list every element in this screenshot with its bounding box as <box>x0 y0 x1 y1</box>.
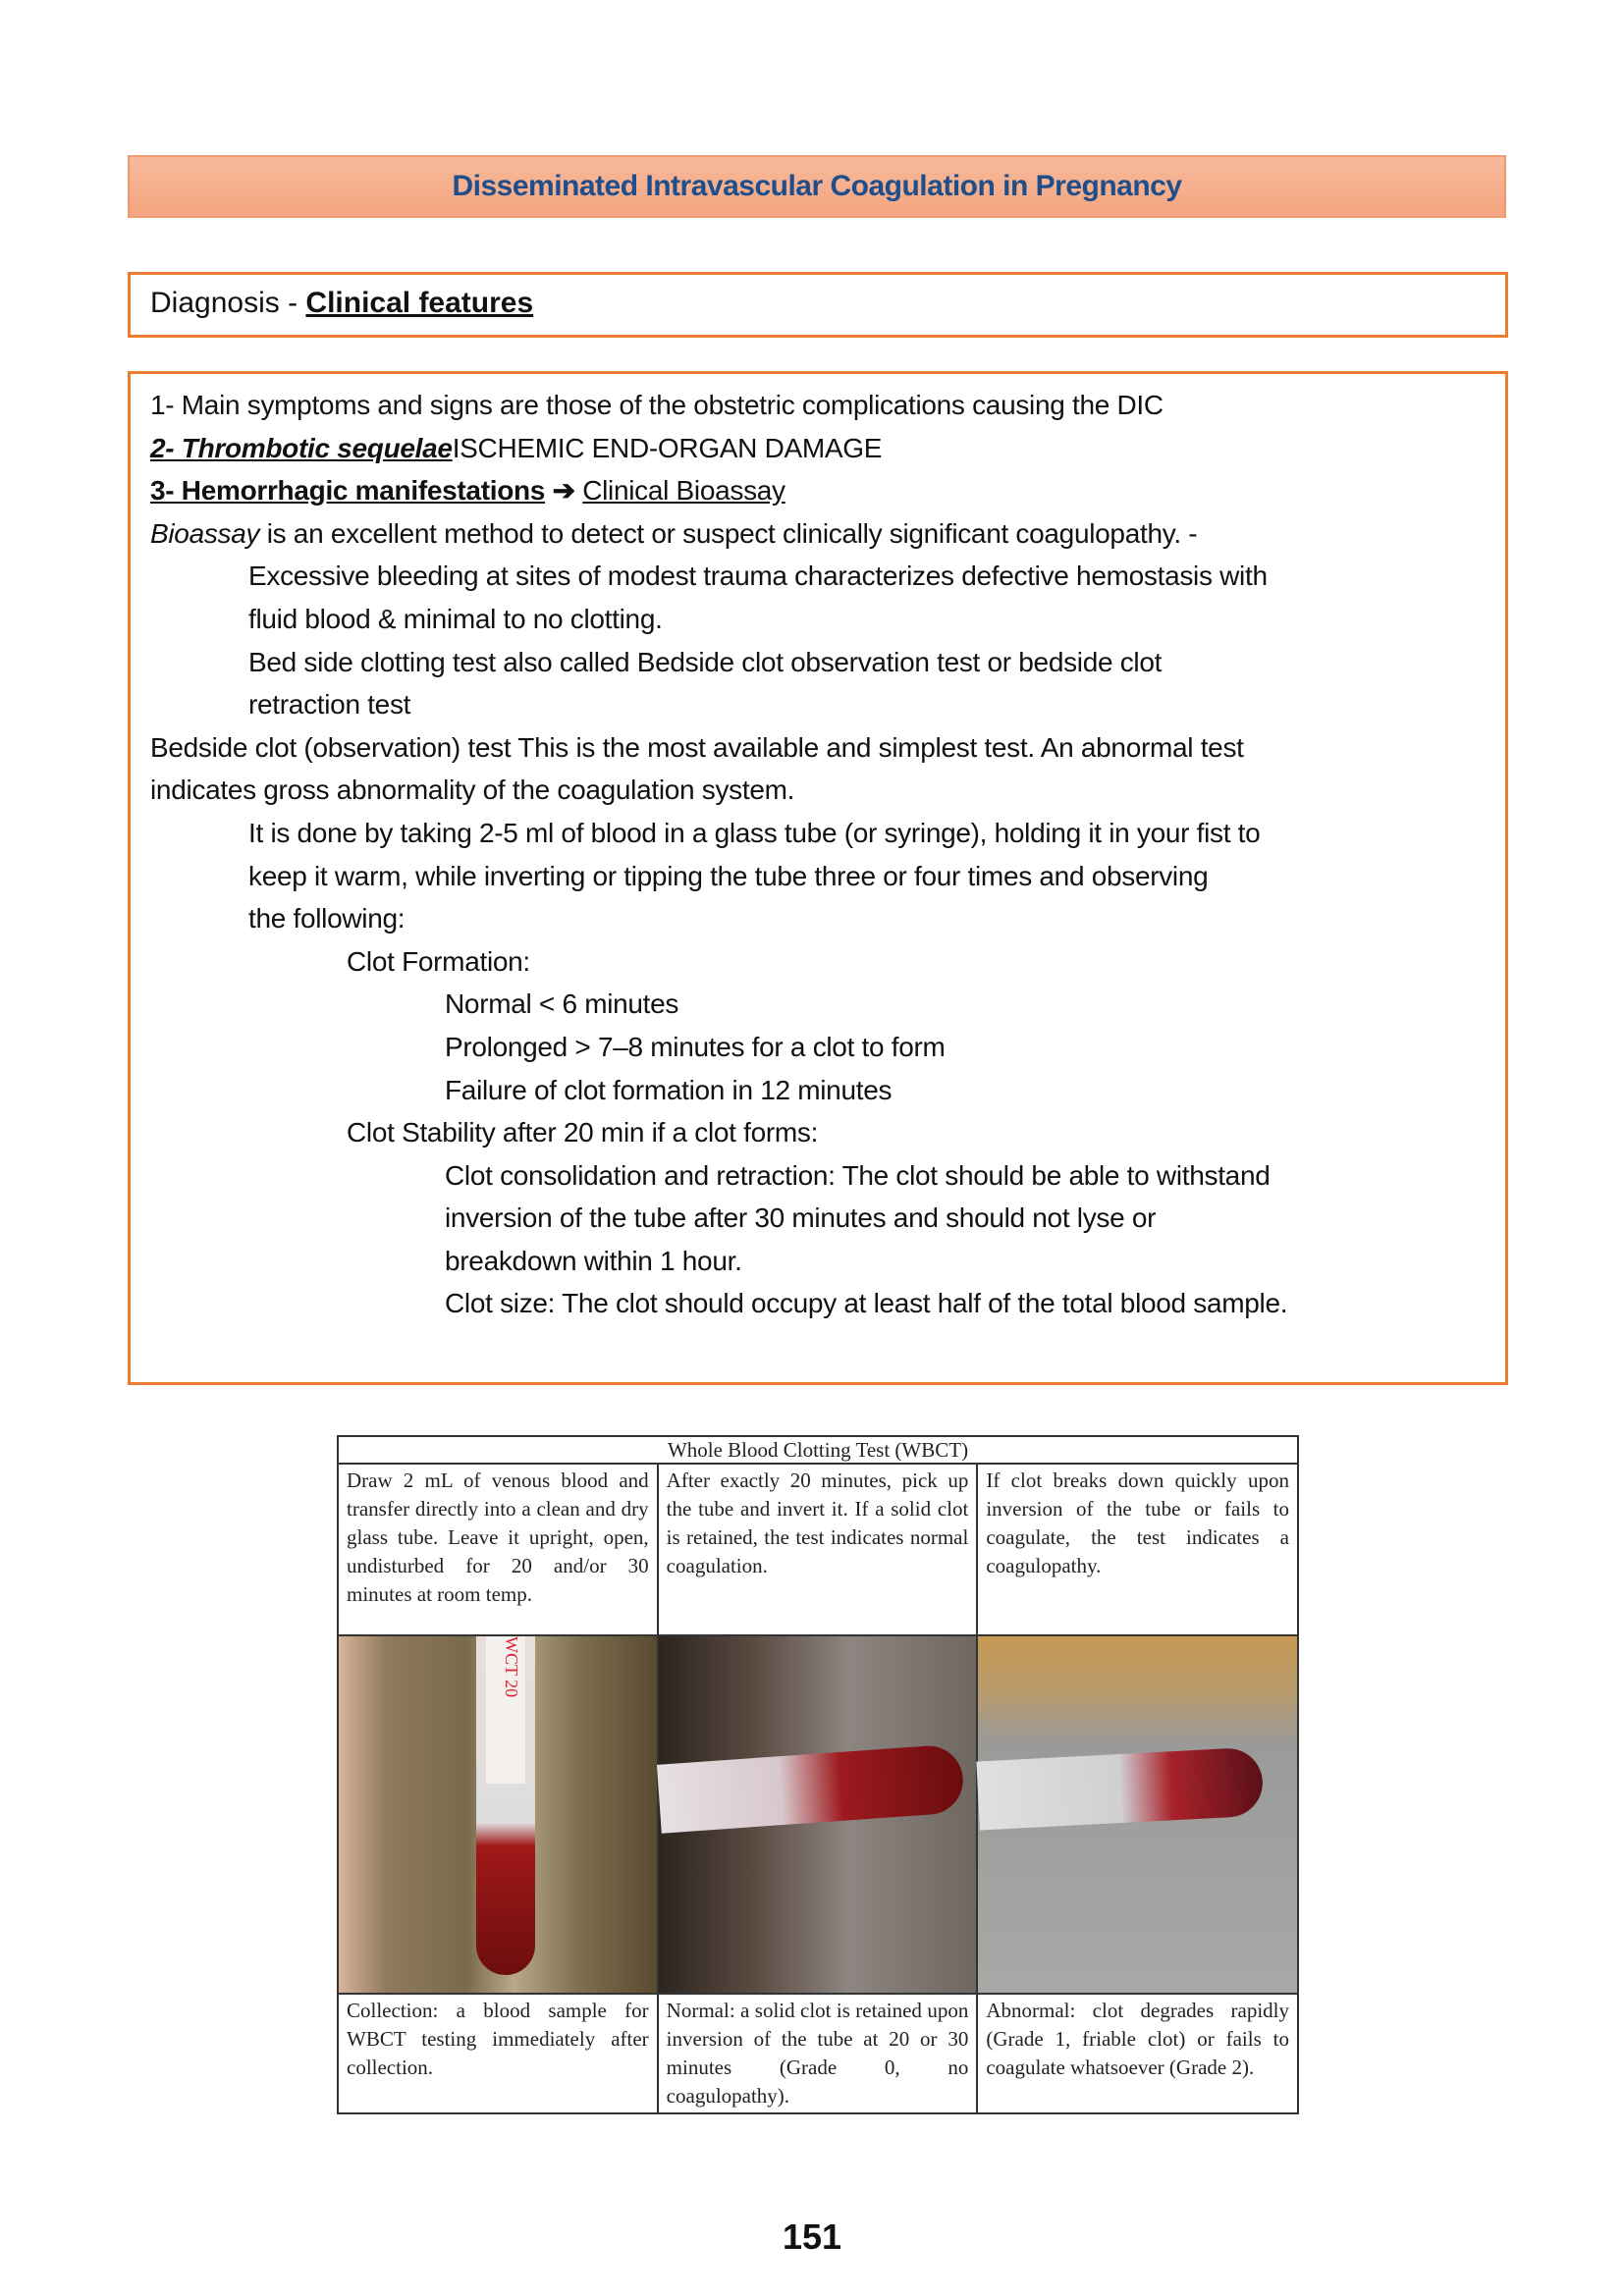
wbct-caption-3: Abnormal: clot degrades rapidly (Grade 1, friable clot) or fails to coagulate whatsoever (Grade 2). <box>977 1994 1298 2113</box>
thrombotic-text: ISCHEMIC END-ORGAN DAMAGE <box>452 432 883 463</box>
text-line: Clot consolidation and retraction: The clot should be able to withstand <box>445 1159 1271 1191</box>
arrow-icon: ➔ <box>552 475 575 507</box>
normal-clot-photo <box>658 1635 978 1994</box>
text-line: the following: <box>248 903 406 934</box>
clinical-features-heading: Clinical features <box>305 287 534 319</box>
wbct-header: Whole Blood Clotting Test (WBCT) <box>338 1436 1298 1464</box>
point-3 <box>150 469 1486 512</box>
text-line: Excessive bleeding at sites of modest trauma characterizes defective hemostasis with <box>248 561 1268 592</box>
text-line: retraction test <box>248 689 411 721</box>
text-line: Prolonged > 7–8 minutes for a clot to form <box>445 1031 946 1062</box>
tube-label: WCT 20 <box>486 1636 525 1784</box>
clot-stability-heading: Clot Stability after 20 min if a clot forms: <box>347 1117 819 1148</box>
test-tube-image <box>977 1746 1265 1830</box>
bioassay-line <box>150 512 1486 556</box>
clot-formation-heading: Clot Formation: <box>347 945 530 977</box>
wbct-step-3: If clot breaks down quickly upon inversion of the tube or fails to coagulate, the test indicates a coagulopathy. <box>977 1464 1298 1635</box>
text-line: Clot size: The clot should occupy at least half of the total blood sample. <box>445 1288 1288 1319</box>
text-line: breakdown within 1 hour. <box>445 1245 742 1276</box>
text-line: Normal < 6 minutes <box>445 988 679 1020</box>
point-2 <box>150 427 1486 470</box>
text-line: indicates gross abnormality of the coagulation system. <box>150 774 795 806</box>
text-line: Bedside clot (observation) test This is the most available and simplest test. An abnormal test <box>150 731 1244 763</box>
text-line: It is done by taking 2-5 ml of blood in a glass tube (or syringe), holding it in your fist to <box>248 817 1261 848</box>
wbct-caption-1: Collection: a blood sample for WBCT testing immediately after collection. <box>338 1994 658 2113</box>
text-line: keep it warm, while inverting or tipping the tube three or four times and observing <box>248 860 1209 891</box>
bioassay-term: Bioassay <box>150 517 260 549</box>
diagnosis-heading-box <box>128 272 1508 338</box>
page-title: Disseminated Intravascular Coagulation in Pregnancy <box>128 155 1506 218</box>
clinical-features-content <box>128 371 1508 1385</box>
text-line: Bed side clotting test also called Bedside clot observation test or bedside clot <box>248 646 1163 677</box>
collection-photo <box>338 1635 658 1994</box>
bioassay-link-text: Clinical Bioassay <box>582 475 785 507</box>
page-number: 151 <box>782 2216 842 2257</box>
diagnosis-prefix: Diagnosis - <box>150 287 306 319</box>
wbct-step-1: Draw 2 mL of venous blood and transfer directly into a clean and dry glass tube. Leave it upright, open, undisturbed for 20 and/or 30 minutes at room temp. <box>338 1464 658 1635</box>
point-1: 1- Main symptoms and signs are those of the obstetric complications causing the DIC <box>150 390 1164 420</box>
wbct-step-2: After exactly 20 minutes, pick up the tube and invert it. If a solid clot is retained, the test indicates normal coagulation. <box>658 1464 978 1635</box>
abnormal-clot-photo <box>977 1635 1298 1994</box>
text-line: inversion of the tube after 30 minutes and should not lyse or <box>445 1202 1157 1234</box>
test-tube-image <box>657 1743 965 1833</box>
wbct-caption-2: Normal: a solid clot is retained upon inversion of the tube at 20 or 30 minutes (Grade 0, no coagulopathy). <box>658 1994 978 2113</box>
hemorrhagic-label: 3- Hemorrhagic manifestations <box>150 475 546 507</box>
text-line: Failure of clot formation in 12 minutes <box>445 1074 893 1105</box>
wbct-table <box>337 1435 1299 2114</box>
text-line: fluid blood & minimal to no clotting. <box>248 603 663 634</box>
bioassay-text: is an excellent method to detect or suspect clinically significant coagulopathy. - <box>259 517 1198 549</box>
thrombotic-label: 2- Thrombotic sequelae <box>150 432 453 463</box>
